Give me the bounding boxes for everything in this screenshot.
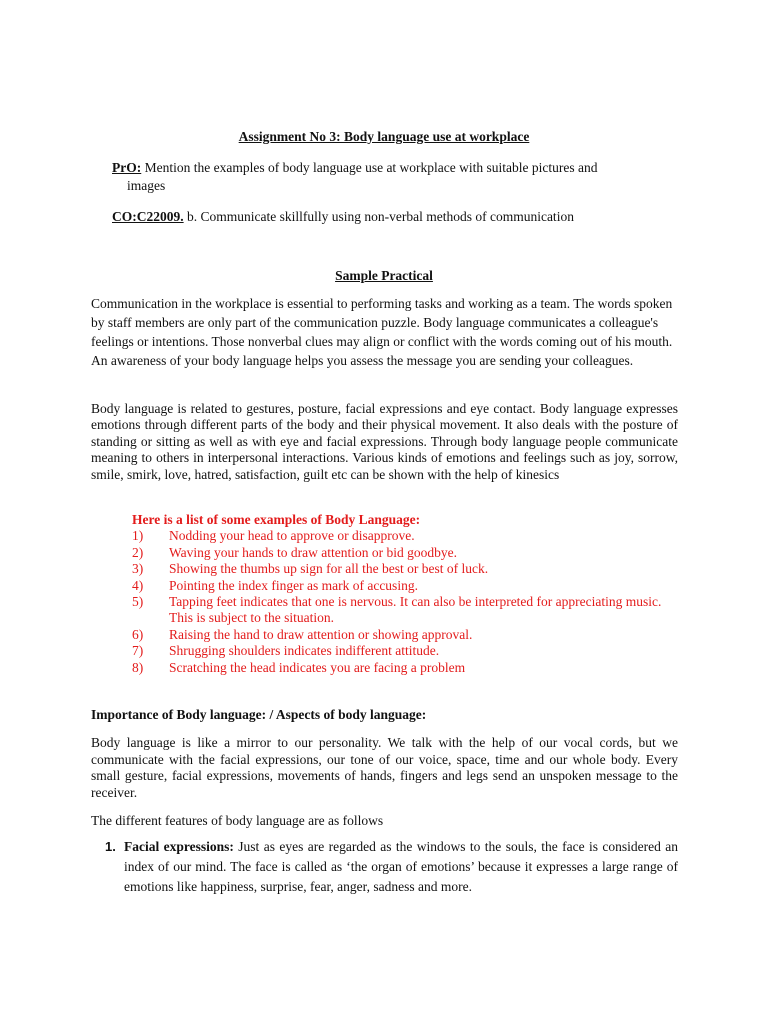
examples-heading: Here is a list of some examples of Body Language: bbox=[132, 512, 421, 527]
list-item: 3) Showing the thumbs up sign for all the best or best of luck. bbox=[132, 561, 489, 577]
feature-text: Just as eyes are regarded as the windows to the souls, the face is considered an index of our mind. The face is called as ‘the organ of emotions’ because it expresses a large range of emotions like happiness, surprise, fear, anger, sadness and more. bbox=[124, 839, 679, 894]
assignment-title: Assignment No 3: Body language use at workplace bbox=[238, 129, 530, 144]
paragraph-features-intro: The different features of body language are as follows bbox=[91, 813, 384, 828]
list-item: 2) Waving your hands to draw attention or bid goodbye. bbox=[132, 544, 457, 560]
list-item: 8) Scratching the head indicates you are facing a problem bbox=[132, 659, 466, 675]
pro-text: Mention the examples of body language use at workplace with suitable pictures and bbox=[141, 160, 598, 175]
importance-heading: Importance of Body language: / Aspects of body language: bbox=[91, 707, 427, 722]
list-item: 1) Nodding your head to approve or disapprove. bbox=[132, 528, 415, 544]
list-item: 7) Shrugging shoulders indicates indifferent attitude. bbox=[132, 643, 440, 659]
pro-text-continued: images bbox=[127, 178, 166, 193]
paragraph-communication: Communication in the workplace is essential to performing tasks and working as a team. The words spoken by staff members are only part of the communication puzzle. Body language communicates a colleague's feelings or intentions. Those nonverbal clues may align or conflict with the words coming out of his mouth. An awareness of your body language helps you assess the message you are sending your colleagues. bbox=[91, 296, 673, 368]
examples-list bbox=[132, 512, 682, 676]
feature-term: Facial expressions: bbox=[124, 839, 234, 854]
paragraph-body-language: Body language is related to gestures, posture, facial expressions and eye contact. Body language expresses emotions through different parts of the body and their physical movement. It also deals with the posture of standing or sitting as well as with eye and facial expressions. Through body language people communicate meaning to others in interpersonal interactions. Various kinds of emotions and feelings such as joy, sorrow, smile, smirk, love, hatred, satisfaction, guilt etc can be shown with the help of kinesics bbox=[91, 401, 678, 482]
list-item: 5) Tapping feet indicates that one is nervous. It can also be interpreted for appreciating music. This is subject to the situation. bbox=[132, 594, 662, 626]
co-text: b. Communicate skillfully using non-verbal methods of communication bbox=[183, 209, 574, 224]
pro-label: PrO: bbox=[112, 160, 142, 175]
paragraph-mirror: Body language is like a mirror to our personality. We talk with the help of our vocal cords, but we communicate with the facial expressions, our tone of our voice, space, time and our whole body. Every small gesture, facial expressions, movements of hands, fingers and legs send an unspoken message to the receiver. bbox=[91, 735, 678, 800]
section-subtitle: Sample Practical bbox=[335, 268, 433, 283]
co-label: CO:C22009. bbox=[112, 209, 184, 224]
list-item: 4) Pointing the index finger as mark of accusing. bbox=[132, 577, 418, 593]
feature-item bbox=[105, 837, 678, 897]
list-item: 6) Raising the hand to draw attention or showing approval. bbox=[132, 626, 473, 642]
feature-number: 1. bbox=[105, 839, 116, 854]
program-outcome bbox=[112, 159, 677, 195]
features-list bbox=[105, 837, 678, 897]
course-outcome bbox=[112, 208, 677, 226]
